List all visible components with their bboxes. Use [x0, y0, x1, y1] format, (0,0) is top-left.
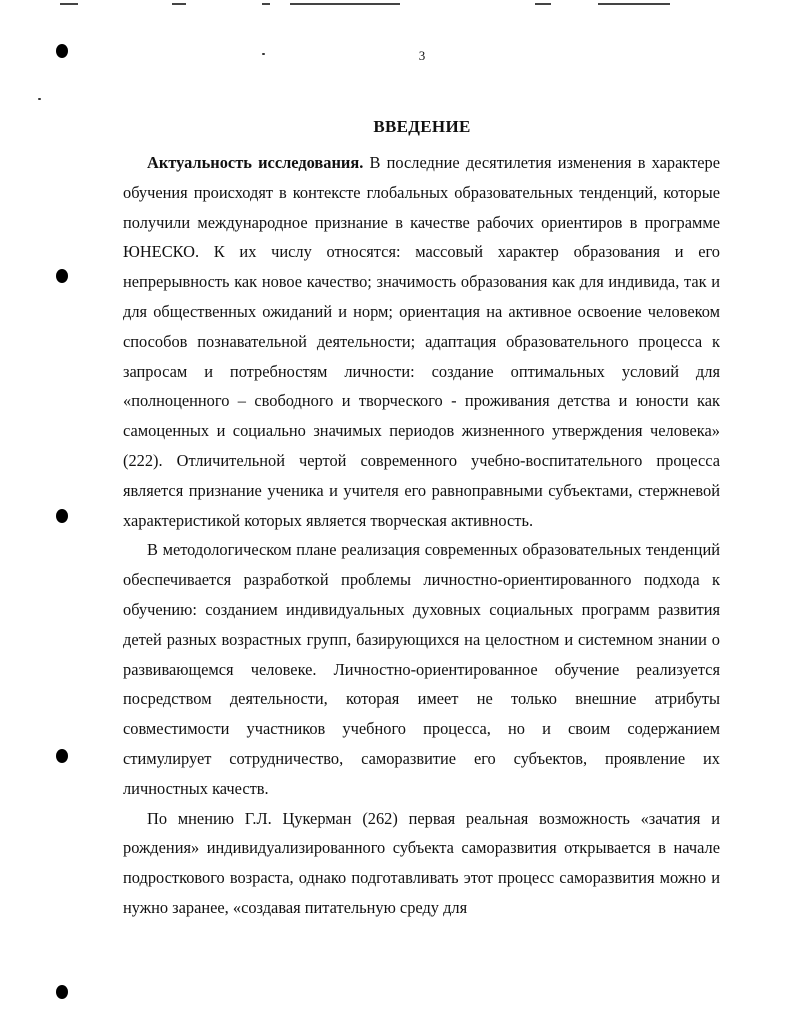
binder-hole [56, 985, 68, 999]
binder-hole [56, 269, 68, 283]
paragraph [123, 148, 720, 535]
paragraph-lead: Актуальность исследования. [147, 153, 364, 172]
page-number: 3 [418, 48, 426, 63]
scan-artifact [290, 3, 400, 5]
paragraph-text: В последние десятилетия изменения в характере обучения происходят в контексте глобальных образовательных тенденций, которые получили международное признание в качестве рабочих ориентиров в программе ЮНЕСКО. К их числу относятся: массовый характер образования и его непрерывность как новое качество; значимость образования как для индивида, так и для общественных ожиданий и норм; ориентация на активное освоение человеком способов познавательной деятельности; адаптация образовательного процесса к запросам и потребностям личности: создание оптимальных условий для «полноценного – свободного и творческого - проживания детства и юности как самоценных и социально значимых периодов жизненного утверждения человека» (222). Отличительной чертой современного учебно-воспитательного процесса является признание ученика и учителя его равноправными субъектами, стержневой характеристикой которых является творческая активность. [123, 153, 720, 530]
scan-artifact [60, 3, 78, 5]
binder-hole [56, 749, 68, 763]
body-text [123, 148, 720, 923]
binder-hole [56, 509, 68, 523]
scan-artifact [172, 3, 186, 5]
binder-hole [56, 44, 68, 58]
scan-speck [38, 98, 41, 100]
section-heading: ВВЕДЕНИЕ [373, 117, 471, 136]
scan-artifact [535, 3, 551, 5]
paragraph: В методологическом плане реализация современных образовательных тенденций обеспечивается разработкой проблемы личностно-ориентированного подхода к обучению: созданием индивидуальных духовных социальных программ развития детей разных возрастных групп, базирующихся на целостном и системном знании о развивающемся человеке. Личностно-ориентированное обучение реализуется посредством деятельности, которая имеет не только внешние атрибуты совместимости участников учебного процесса, но и своим содержанием стимулирует сотрудничество, саморазвитие его субъектов, проявление их личностных качеств. [123, 540, 720, 798]
scan-top-edge [0, 0, 799, 8]
scan-artifact [598, 3, 670, 5]
scan-speck [262, 53, 265, 55]
paragraph: По мнению Г.Л. Цукерман (262) первая реальная возможность «зачатия и рождения» индивидуализированного субъекта саморазвития открывается в начале подросткового возраста, однако подготавливать этот процесс саморазвития можно и нужно заранее, «создавая питательную среду для [123, 808, 720, 917]
scan-artifact [262, 3, 270, 5]
